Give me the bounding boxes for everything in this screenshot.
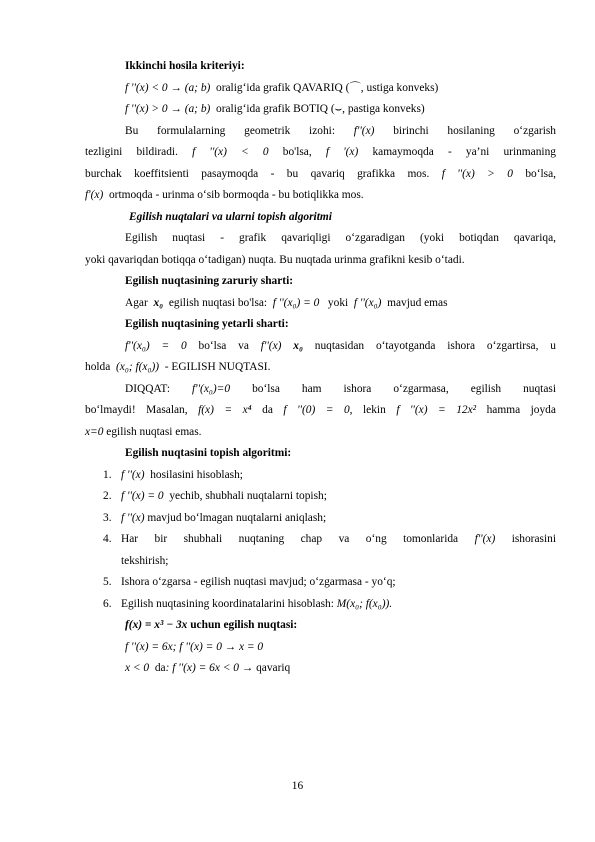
para1-line1 xyxy=(125,125,556,138)
formula: M(x₀; f(x₀)). xyxy=(336,598,393,610)
text: Egilish nuqtasining koordinatalarini hisoblash: xyxy=(121,598,334,610)
formula: f(x) = x⁴ xyxy=(198,404,252,416)
necessary-condition xyxy=(125,297,448,310)
caution-line2 xyxy=(85,404,556,417)
step-number: 6. xyxy=(103,598,112,610)
text: Agar xyxy=(125,297,148,309)
heading-sufficient-condition: Egilish nuqtasining yetarli sharti: xyxy=(125,318,289,330)
heading-algorithm: Egilish nuqtasini topish algoritmi: xyxy=(125,447,292,459)
para1-line3 xyxy=(85,168,556,181)
text: - EGILISH NUQTASI. xyxy=(164,361,271,373)
step-2 xyxy=(121,490,327,503)
text: kamaymoqda - ya’ni urinmaning xyxy=(372,146,556,158)
para2-line2: yoki qavariqdan botiqqa o‘tadigan) nuqta. Bu nuqtada urinma grafikni kesib o‘tadi. xyxy=(85,254,465,266)
text: ortmoqda - urinma o‘sib bormoqda - bu botiqlikka mos. xyxy=(108,189,364,201)
text: DIQQAT: xyxy=(125,383,170,395)
step-number: 5. xyxy=(103,576,112,588)
text: tezligini bildiradi. xyxy=(85,146,178,158)
caution-line1 xyxy=(125,383,556,396)
formula: x₀ xyxy=(153,297,164,309)
text: bo‘lsa va xyxy=(198,340,249,352)
rule-concave xyxy=(125,82,438,95)
step-number: 4. xyxy=(103,533,112,545)
text: da xyxy=(262,404,273,416)
step-1 xyxy=(121,469,243,482)
formula: f ''(x) < 0 xyxy=(192,146,269,158)
rule-convex xyxy=(125,103,425,116)
formula: f ''(x) > 0 xyxy=(441,168,513,180)
step-number: 2. xyxy=(103,490,112,502)
step-number: 3. xyxy=(103,512,112,524)
text: mavjud bo‘lmagan nuqtalarni aniqlash; xyxy=(147,512,327,524)
formula: f ''(0) = 0 xyxy=(283,404,350,416)
text: hamma joyda xyxy=(486,404,556,416)
heading-inflection-points: Egilish nuqtalari va ularni topish algoritmi xyxy=(129,211,332,223)
text: Bu formulalarning geometrik izohi: xyxy=(125,125,335,137)
formula: f ''(x₀) xyxy=(353,297,382,309)
text: birinchi hosilaning o‘zgarish xyxy=(393,125,556,137)
formula: x₀ xyxy=(293,340,303,352)
formula: f''(x₀) = 0 xyxy=(125,340,187,352)
step-5 xyxy=(121,576,396,589)
formula: f'(x) xyxy=(85,189,104,201)
step-4-continued: tekshirish; xyxy=(121,555,169,567)
page-number: 16 xyxy=(291,780,304,792)
text: bo‘lsa, xyxy=(525,168,556,180)
step-3 xyxy=(121,512,326,525)
text: ishorasini xyxy=(511,533,556,545)
example-line1: f ''(x) = 6x; f ''(x) = 0 → x = 0 xyxy=(125,641,264,653)
text: uchun egilish nuqtasi: xyxy=(190,619,298,631)
heading-necessary-condition: Egilish nuqtasining zaruriy sharti: xyxy=(125,275,294,287)
example-title xyxy=(125,619,297,632)
para2-line1: Egilish nuqtasi - grafik qavariqligi o‘zgaradigan (yoki botiqdan qavariqa, xyxy=(125,232,556,244)
text: bo'lsa, xyxy=(282,146,312,158)
formula: f ''(x) = 12x² xyxy=(396,404,477,416)
step-6 xyxy=(121,598,392,611)
formula: : f ''(x) = 6x < 0 → xyxy=(165,662,254,674)
formula: f''(x) xyxy=(353,125,375,137)
text: Har bir shubhali nuqtaning chap va o‘ng tomonlarida xyxy=(121,533,459,545)
formula: f(x) = x³ − 3x xyxy=(125,619,188,631)
step-number: 1. xyxy=(103,469,112,481)
example-line2 xyxy=(125,662,290,675)
formula: x < 0 xyxy=(125,662,150,674)
text: mavjud emas xyxy=(387,297,448,309)
text: da xyxy=(154,662,166,674)
text: bo‘lsa ham ishora o‘zgarmasa, egilish nuqtasi xyxy=(252,383,556,395)
formula: f''(x) xyxy=(260,340,282,352)
formula: f ''(x) xyxy=(121,469,145,481)
formula: x=0 xyxy=(85,426,104,438)
formula: f''(x₀)=0 xyxy=(192,383,231,395)
text: egilish nuqtasi bo'lsa: xyxy=(168,297,268,309)
formula: f '(x) xyxy=(325,146,359,158)
step-4 xyxy=(121,533,556,546)
rule-convex-formula: f ''(x) > 0 → (a; b) xyxy=(125,103,211,115)
text: yoki xyxy=(327,297,349,309)
text: yechib, shubhali nuqtalarni topish; xyxy=(169,490,327,502)
text: hosilasini hisoblash; xyxy=(150,469,243,481)
text: bo‘lmaydi! xyxy=(85,404,136,416)
sufficient-line1 xyxy=(125,340,556,353)
heading-second-derivative-criterion: Ikkinchi hosila kriteriyi: xyxy=(125,60,245,72)
caution-line3 xyxy=(85,426,202,439)
rule-convex-text: oralig‘ida grafik BOTIQ (⌣, pastiga konveks) xyxy=(216,103,425,115)
sufficient-line2 xyxy=(85,361,270,374)
formula: f ''(x) xyxy=(121,512,145,524)
text: , lekin xyxy=(349,404,386,416)
text: qavariq xyxy=(256,662,291,674)
text: Ishora o‘zgarsa - egilish nuqtasi mavjud; o‘zgarmasa - yo‘q; xyxy=(121,576,396,588)
para1-line4 xyxy=(85,189,364,202)
rule-concave-formula: f ''(x) < 0 → (a; b) xyxy=(125,82,211,94)
formula: f''(x) xyxy=(474,533,496,545)
text: Masalan, xyxy=(146,404,188,416)
formula: f ''(x) = 0 xyxy=(121,490,164,502)
para1-line2 xyxy=(85,146,556,159)
text: burchak koeffitsienti pasaymoqda - bu qavariq grafikka mos. xyxy=(85,168,430,180)
rule-concave-text: oralig‘ida grafik QAVARIQ (⌒, ustiga konveks) xyxy=(216,82,439,94)
formula: f ''(x₀) = 0 xyxy=(272,297,320,309)
formula: (x₀; f(x₀)) xyxy=(116,361,160,373)
text: egilish nuqtasi emas. xyxy=(106,426,202,438)
text: nuqtasidan o‘tayotganda ishora o‘zgartirsa, u xyxy=(314,340,556,352)
text: holda xyxy=(85,361,111,373)
